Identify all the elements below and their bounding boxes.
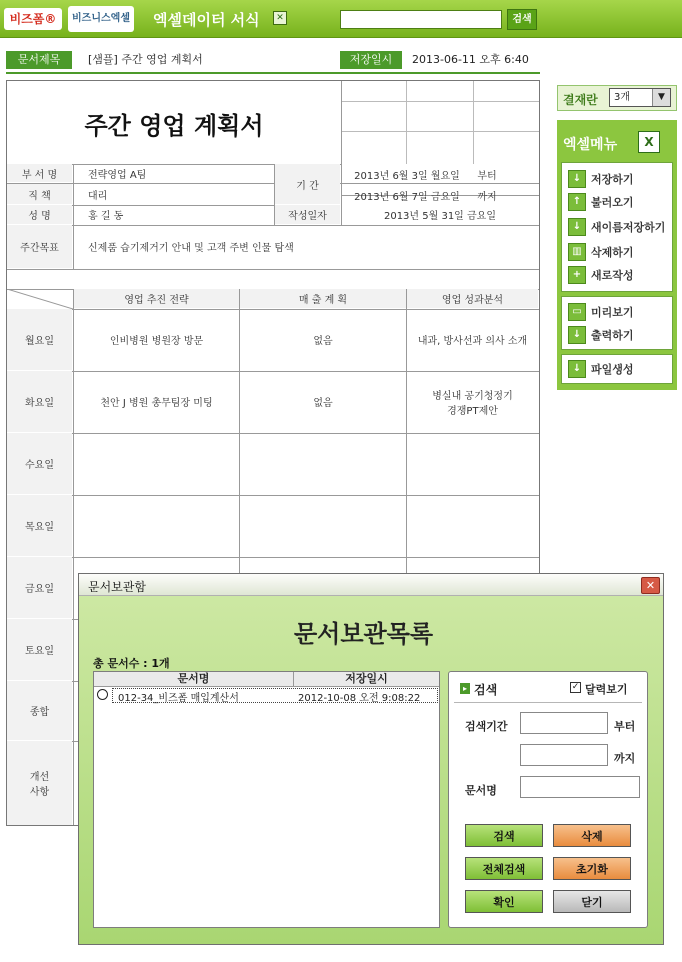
delete-button[interactable]: 삭제 — [553, 824, 631, 847]
analysis-cell — [407, 433, 538, 494]
new-document-icon: + — [568, 266, 586, 284]
row-saved-date: 2012-10-08 오전 9:08:22 — [298, 693, 421, 704]
dialog-heading: 문서보관목록 — [294, 620, 434, 648]
name-value: 홍 길 동 — [88, 211, 124, 222]
chevron-down-icon[interactable]: ▼ — [652, 89, 670, 106]
business-excel-logo[interactable]: 비즈니스엑셀 — [68, 6, 134, 32]
doc-title-value: [샘플] 주간 영업 계획서 — [88, 53, 203, 66]
menu-item-label: 저장하기 — [591, 173, 634, 186]
print-icon: ↓ — [568, 326, 586, 344]
position-label: 직 책 — [7, 184, 72, 204]
document-heading: 주간 영업 계획서 — [84, 111, 264, 140]
period-to: 2013년 6월 7일 금요일 — [354, 191, 460, 203]
strategy-cell: 천안 J 병원 총무팀장 미팅 — [100, 398, 213, 409]
col-doc-name-header[interactable]: 문서명 — [94, 672, 294, 687]
analysis-cell: 병실내 공기청정기 경쟁PT제안 — [432, 390, 513, 417]
menu-item-save[interactable] — [568, 169, 634, 189]
sales-plan-cell: 없음 — [313, 398, 333, 409]
day-label: 종합 — [7, 681, 72, 740]
col-strategy-header: 영업 추진 전략 — [74, 289, 239, 308]
document-list[interactable] — [93, 671, 440, 928]
bizforms-logo[interactable]: 비즈폼® — [4, 8, 62, 30]
sales-plan-cell — [240, 495, 406, 556]
day-label: 월요일 — [7, 309, 72, 370]
menu-item-label: 미리보기 — [591, 306, 634, 319]
doc-name-label: 문서명 — [465, 784, 497, 797]
approval-select[interactable]: 3개 — [609, 88, 671, 107]
calendar-view-checkbox[interactable]: ✓ — [571, 682, 580, 692]
approval-label: 결재란 — [563, 93, 598, 107]
calendar-view-label[interactable]: 달력보기 — [585, 683, 628, 696]
excel-menu-title: 엑셀메뉴 — [563, 137, 618, 153]
excel-icon: X — [638, 131, 660, 153]
day-label: 화요일 — [7, 371, 72, 432]
dept-label: 부 서 명 — [7, 164, 72, 182]
day-label: 목요일 — [7, 495, 72, 556]
row-doc-name: 012-34_비즈폼 매입계산서 — [118, 693, 239, 704]
day-label: 토요일 — [7, 619, 72, 680]
period-from-field[interactable] — [520, 712, 608, 734]
app-title: 엑셀데이터 서식 — [153, 11, 260, 29]
open-icon: ↑ — [568, 193, 586, 211]
search-all-button[interactable]: 전체검색 — [465, 857, 543, 880]
search-panel-title: 검색 — [474, 683, 498, 697]
sales-plan-cell: 없음 — [313, 336, 333, 347]
menu-item-preview[interactable] — [568, 302, 634, 322]
search-action-button[interactable]: 검색 — [465, 824, 543, 847]
col-sales-header: 매 출 계 획 — [240, 289, 406, 308]
close-button[interactable]: 닫기 — [553, 890, 631, 913]
menu-item-label: 불러오기 — [591, 196, 634, 209]
title-divider — [6, 72, 540, 74]
search-panel-divider — [454, 702, 642, 703]
dialog-title: 문서보관함 — [88, 580, 146, 594]
menu-item-label: 삭제하기 — [591, 246, 634, 259]
row-radio-button[interactable] — [97, 689, 108, 700]
menu-item-open[interactable] — [568, 192, 634, 212]
weekly-goal-value: 신제품 습기제거기 안내 및 고객 주변 인물 탐색 — [88, 243, 294, 254]
trash-icon: ▥ — [568, 243, 586, 261]
menu-item-label: 파일생성 — [591, 363, 634, 376]
menu-item-new-document[interactable] — [568, 265, 634, 285]
sales-plan-cell — [240, 433, 406, 494]
total-document-count: 총 문서수 : 1개 — [93, 657, 170, 670]
preview-icon: ▭ — [568, 303, 586, 321]
period-from-suffix: 부터 — [477, 170, 497, 182]
save-icon: ↓ — [568, 170, 586, 188]
period-to-suffix: 까지 — [477, 191, 497, 203]
day-label: 개선 사항 — [7, 741, 72, 825]
menu-item-label: 출력하기 — [591, 329, 634, 342]
from-suffix: 부터 — [614, 720, 636, 733]
doc-title-label: 문서제목 — [6, 51, 72, 69]
search-bullet-icon: ▸ — [460, 683, 470, 694]
search-period-label: 검색기간 — [465, 720, 508, 733]
menu-item-create-file[interactable] — [568, 359, 634, 379]
strategy-cell: 인비병원 병원장 방문 — [109, 336, 204, 347]
col-saved-date-header[interactable]: 저장일시 — [345, 672, 388, 685]
close-icon[interactable]: ✕ — [641, 577, 660, 594]
analysis-cell: 내과, 방사선과 의사 소개 — [417, 336, 528, 347]
written-date-value: 2013년 5월 31일 금요일 — [383, 211, 497, 222]
menu-item-label: 새이름저장하기 — [591, 221, 666, 234]
position-value: 대리 — [88, 190, 108, 202]
doc-name-field[interactable] — [520, 776, 640, 798]
ok-button[interactable]: 확인 — [465, 890, 543, 913]
day-label: 수요일 — [7, 433, 72, 494]
save-as-icon: ↓ — [568, 218, 586, 236]
menu-item-save-as[interactable] — [568, 217, 665, 237]
menu-item-label: 새로작성 — [591, 269, 634, 282]
menu-item-print[interactable] — [568, 325, 634, 345]
weekly-goal-label: 주간목표 — [7, 225, 72, 268]
to-suffix: 까지 — [614, 752, 636, 765]
period-to-field[interactable] — [520, 744, 608, 766]
excel-icon: ✕ — [273, 11, 287, 25]
corner-diagonal — [7, 289, 73, 309]
period-from: 2013년 6월 3일 월요일 — [354, 170, 460, 182]
strategy-cell — [74, 433, 239, 494]
day-label: 금요일 — [7, 557, 72, 618]
dept-value: 전략영업 A팀 — [88, 169, 147, 181]
col-analysis-header: 영업 성과분석 — [407, 289, 538, 308]
strategy-cell — [74, 495, 239, 556]
dialog-titlebar[interactable] — [79, 574, 663, 596]
search-input[interactable] — [340, 10, 502, 29]
reset-button[interactable]: 초기화 — [553, 857, 631, 880]
analysis-cell — [407, 495, 538, 556]
written-date-label: 작성일자 — [275, 205, 340, 224]
saved-time-label: 저장일시 — [340, 51, 402, 69]
name-label: 성 명 — [7, 205, 72, 224]
saved-time-value: 2013-06-11 오후 6:40 — [412, 53, 529, 66]
create-file-icon: ↓ — [568, 360, 586, 378]
menu-item-trash[interactable] — [568, 242, 634, 262]
search-button[interactable]: 검색 — [507, 9, 537, 30]
period-label: 기 간 — [275, 164, 340, 204]
